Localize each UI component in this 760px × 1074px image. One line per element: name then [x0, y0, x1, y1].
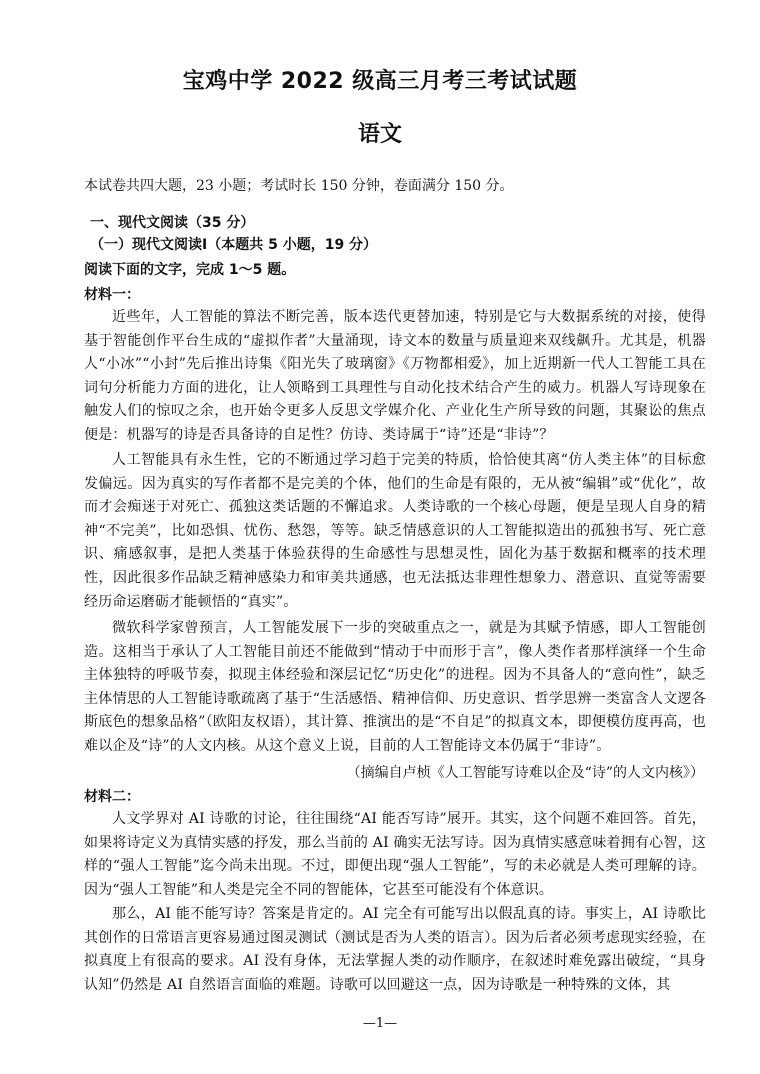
material-two-paragraph: 人文学界对 AI 诗歌的讨论，往往围绕“AI 能否写诗”展开。其实，这个问题不难回答。首先，如果将诗定义为真情实感的抒发，那么当前的 AI 确实无法写诗。因为真情实感意味着拥有心智，这样的“强人工智能”迄今尚未出现。不过，即便出现“强人工智能”，写的未必就是人类可理解的诗。因为“强人工智能”和人类是完全不同的智能体，它甚至可能没有个体意识。: [84, 811, 706, 898]
exam-instructions: 本试卷共四大题，23 小题；考试时长 150 分钟，卷面满分 150 分。: [84, 178, 514, 194]
material-one-paragraph: 近些年，人工智能的算法不断完善，版本迭代更替加速，特别是它与大数据系统的对接，使得基于智能创作平台生成的“虚拟作者”大量涌现，诗文本的数量与质量迎来双线飙升。尤其是，机器人“小冰”“小封”先后推出诗集《阳光失了玻璃窗》《万物都相爱》，加上近期新一代人工智能工具在词句分析能力方面的进化，让人领略到工具理性与自动化技术结合产生的威力。机器人写诗现象在触发人们的惊叹之余，也开始令更多人反思文学媒介化、产业化生产所导致的问题，其聚讼的焦点便是：机器写的诗是否具备诗的自足性？仿诗、类诗属于“诗”还是“非诗”？: [84, 309, 706, 443]
subject-title: 语文: [357, 122, 402, 147]
exam-title: 宝鸡中学 2022 级高三月考三考试试题: [182, 69, 578, 94]
material-two-label: 材料二：: [84, 789, 140, 805]
material-one-label: 材料一：: [84, 287, 140, 303]
material-one-paragraph: 微软科学家曾预言，人工智能发展下一步的突破重点之一，就是为其赋予情感，即人工智能创造。这相当于承认了人工智能目前还不能做到“情动于中而形于言”，像人类作者那样演绎一个生命主体独特的呼吸节奏，拟现主体经验和深层记忆“历史化”的进程。因为不具备人的“意向性”，缺乏主体情思的人工智能诗歌疏离了基于“生活感悟、精神信仰、历史意识、哲学思辨一类富含人文逻各斯底色的想象品格”（欧阳友权语），其计算、推演出的是“不自足”的拟真文本，即便模仿度再高，也难以企及“诗”的人文内核。从这个意义上说，目前的人工智能诗文本仍属于“非诗”。: [84, 620, 706, 754]
subsection-heading: （一）现代文阅读Ⅰ（本题共 5 小题，19 分）: [90, 237, 378, 253]
material-one-paragraph: 人工智能具有永生性，它的不断通过学习趋于完美的特质，恰恰使其离“仿人类主体”的目标愈发偏远。因为真实的写作者都不是完美的个体，他们的生命是有限的，无从被“编辑”或“优化”，故而才会痴迷于对死亡、孤独这类话题的不懈追求。人类诗歌的一个核心母题，便是呈现人自身的精神“不完美”，比如恐惧、忧伤、愁怨，等等。缺乏情感意识的人工智能拟造出的孤独书写、死亡意识、痛感叙事，是把人类基于体验获得的生命感性与思想灵性，固化为基于数据和概率的技术理性，因此很多作品缺乏精神感染力和审美共通感，也无法抵达非理性想象力、潜意识、直觉等需要经历命运磨砺才能顿悟的“真实”。: [84, 452, 706, 610]
material-one-source: （摘编自卢桢《人工智能写诗难以企及“诗”的人文内核》）: [346, 765, 704, 781]
page-number: —1—: [362, 1016, 398, 1031]
section-heading: 一、现代文阅读（35 分）: [90, 215, 255, 231]
reading-directive: 阅读下面的文字，完成 1～5 题。: [84, 262, 296, 278]
material-two-paragraph: 那么，AI 能不能写诗？答案是肯定的。AI 完全有可能写出以假乱真的诗。事实上，AI 诗歌比其创作的日常语言更容易通过图灵测试（测试是否为人类的语言）。因为后者必须考虑现实经验，在拟真度上有很高的要求。AI 没有身体，无法掌握人类的动作顺序，在叙述时难免露出破绽，“具身认知”仍然是 AI 自然语言面临的难题。诗歌可以回避这一点，因为诗歌是一种特殊的文体，其: [84, 906, 706, 993]
